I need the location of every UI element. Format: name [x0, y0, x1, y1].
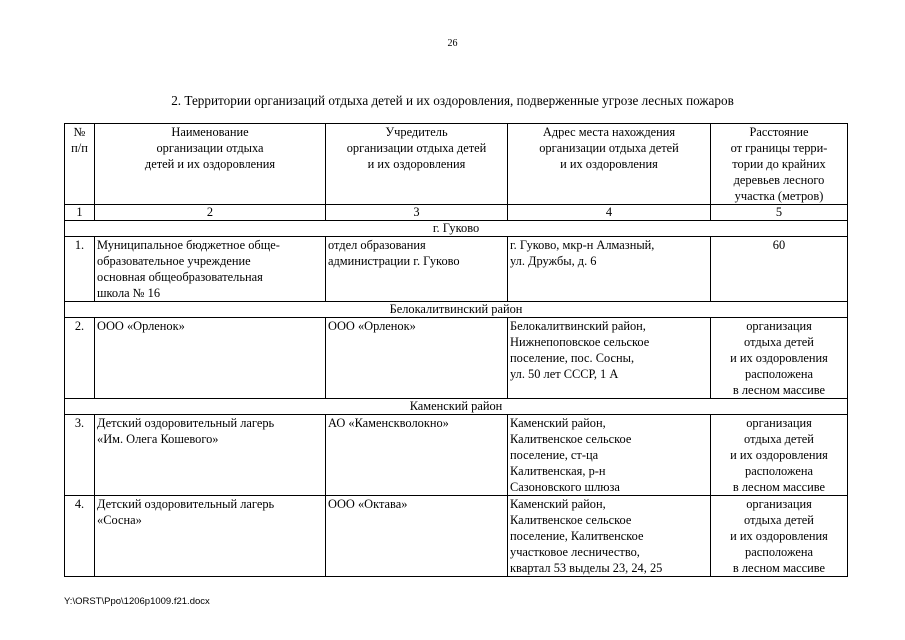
- column-number: 4: [508, 205, 711, 221]
- organization-founder: ООО «Орленок»: [326, 318, 508, 399]
- column-number: 3: [326, 205, 508, 221]
- header-name: Наименование организации отдыха детей и их оздоровления: [95, 124, 326, 205]
- column-number-row: [65, 205, 848, 221]
- region-label: Белокалитвинский район: [65, 302, 848, 318]
- table-row: [65, 318, 848, 399]
- file-path-footer: Y:\ORST\Ppo\1206p1009.f21.docx: [64, 596, 210, 607]
- row-number: 2.: [65, 318, 95, 399]
- row-number: 4.: [65, 496, 95, 577]
- header-distance: Расстояние от границы терри- тории до крайних деревьев лесного участка (метров): [711, 124, 848, 205]
- organization-name: ООО «Орленок»: [95, 318, 326, 399]
- table-header-row: [65, 124, 848, 205]
- column-number: 1: [65, 205, 95, 221]
- organization-address: Каменский район, Калитвенское сельское поселение, Калитвенское участковое лесничество, квартал 53 выделы 23, 24, 25: [508, 496, 711, 577]
- document-title: 2. Территории организаций отдыха детей и их оздоровления, подверженные угрозе лесных пожаров: [171, 93, 734, 108]
- column-number: 2: [95, 205, 326, 221]
- forest-distance: организация отдыха детей и их оздоровления расположена в лесном массиве: [711, 318, 848, 399]
- organization-address: г. Гуково, мкр-н Алмазный, ул. Дружбы, д. 6: [508, 237, 711, 302]
- region-label: г. Гуково: [65, 221, 848, 237]
- forest-distance: организация отдыха детей и их оздоровления расположена в лесном массиве: [711, 496, 848, 577]
- organization-address: Белокалитвинский район, Нижнепоповское сельское поселение, пос. Сосны, ул. 50 лет СССР, 1 А: [508, 318, 711, 399]
- region-row: [65, 399, 848, 415]
- organization-founder: АО «Каменскволокно»: [326, 415, 508, 496]
- organization-address: Каменский район, Калитвенское сельское поселение, ст-ца Калитвенская, р-н Сазоновского шлюза: [508, 415, 711, 496]
- column-number: 5: [711, 205, 848, 221]
- table-row: [65, 237, 848, 302]
- header-address: Адрес места нахождения организации отдыха детей и их оздоровления: [508, 124, 711, 205]
- organization-name: Детский оздоровительный лагерь «Им. Олега Кошевого»: [95, 415, 326, 496]
- region-label: Каменский район: [65, 399, 848, 415]
- organizations-table: [64, 123, 848, 577]
- forest-distance: 60: [711, 237, 848, 302]
- region-row: [65, 302, 848, 318]
- page-number: 26: [447, 38, 458, 49]
- row-number: 1.: [65, 237, 95, 302]
- header-founder: Учредитель организации отдыха детей и их оздоровления: [326, 124, 508, 205]
- forest-distance: организация отдыха детей и их оздоровления расположена в лесном массиве: [711, 415, 848, 496]
- table-row: [65, 415, 848, 496]
- region-row: [65, 221, 848, 237]
- row-number: 3.: [65, 415, 95, 496]
- organization-name: Муниципальное бюджетное обще- образовательное учреждение основная общеобразовательная школа № 16: [95, 237, 326, 302]
- organization-founder: отдел образования администрации г. Гуково: [326, 237, 508, 302]
- header-number: № п/п: [65, 124, 95, 205]
- organization-name: Детский оздоровительный лагерь «Сосна»: [95, 496, 326, 577]
- organization-founder: ООО «Октава»: [326, 496, 508, 577]
- table-row: [65, 496, 848, 577]
